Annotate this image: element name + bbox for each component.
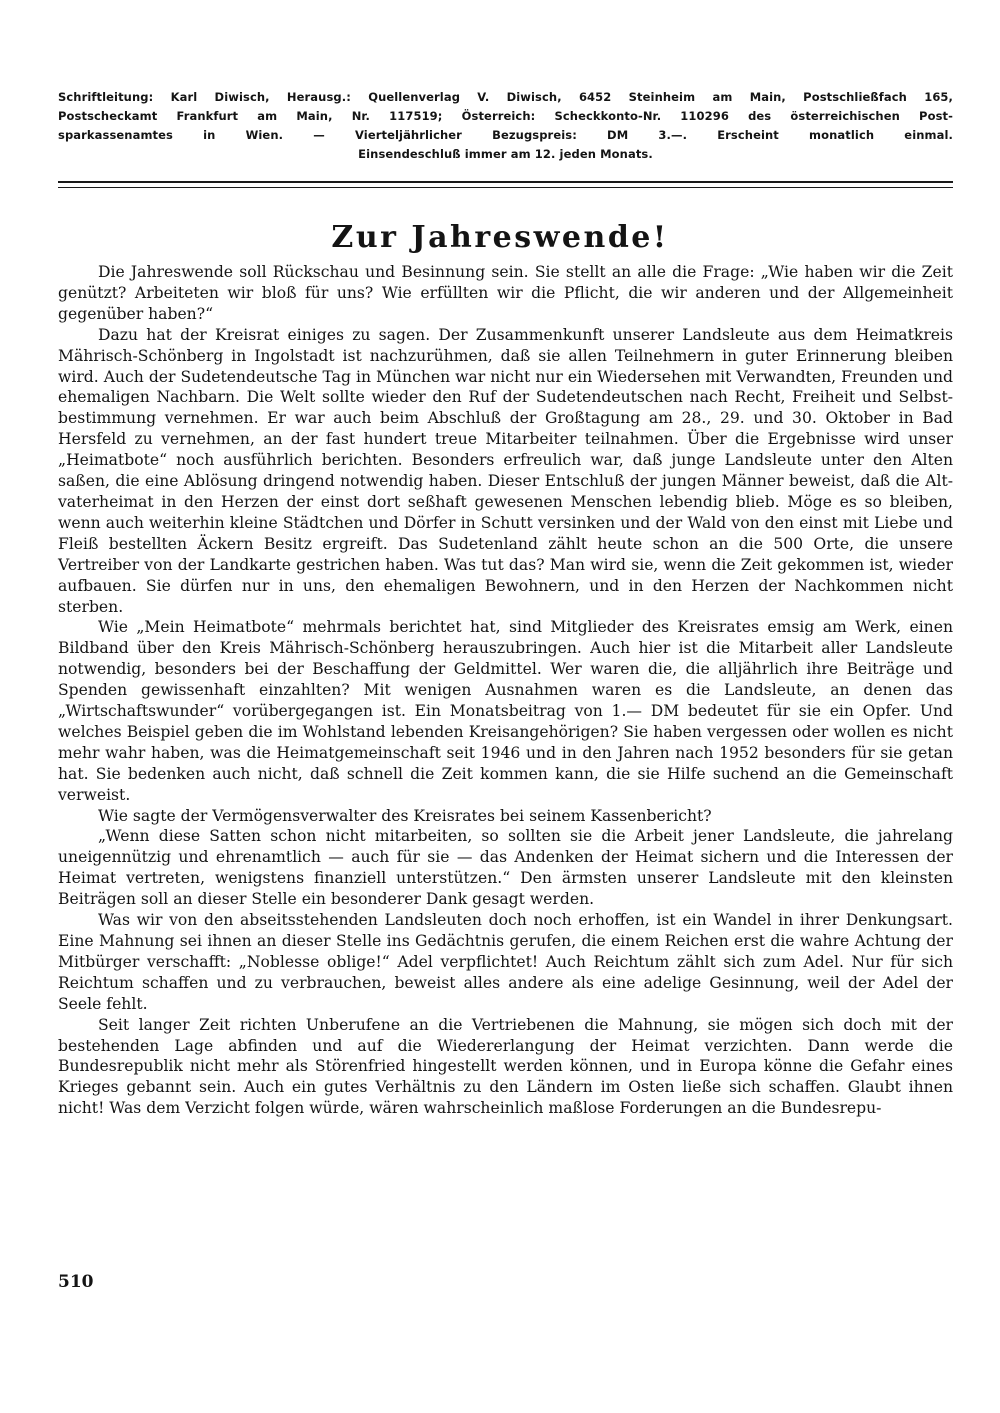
masthead-line-2: Postscheckamt Frankfurt am Main, Nr. 117519; Österreich: Scheckkonto-Nr. 110296 des österreichischen Post-	[58, 109, 953, 123]
masthead-line-1: Schriftleitung: Karl Diwisch, Herausg.: Quellenverlag V. Diwisch, 6452 Steinheim am Main, Postschließfach 165,	[58, 90, 953, 104]
masthead-line-3: sparkassenamtes in Wien. — Vierteljährlicher Bezugspreis: DM 3.—. Erscheint monatlich einmal.	[58, 128, 953, 142]
masthead	[58, 88, 953, 164]
masthead-line-4: Einsendeschluß immer am 12. jeden Monats.	[358, 147, 653, 161]
article-title: Zur Jahreswende!	[331, 220, 669, 255]
article-paragraph: Wie „Mein Heimatbote“ mehrmals berichtet hat, sind Mitglieder des Kreisrates emsig am Werk, einen Bildband über den Kreis Mährisch-Schönberg herauszubringen. Auch hier ist die Mitarbeit aller Landsleute notwendig, besonders bei der Beschaffung der Geldmittel. Wer waren die, die alljährlich ihre Beiträge und Spenden gewissenhaft einzahlten? Mit wenigen Ausnahmen waren es die Landsleute, an denen das „Wirtschaftswunder“ vorübergegangen ist. Ein Monatsbeitrag von 1.— DM bedeutet für sie ein Opfer. Und welches Beispiel geben die im Wohlstand lebenden Kreisangehörigen? Sie haben vergessen oder wollen es nicht mehr wahr haben, was die Heimatgemeinschaft seit 1946 und in den Jahren nach 1952 besonders für sie getan hat. Sie bedenken auch nicht, daß schnell die Zeit kommen kann, die sie Hilfe suchend an die Gemeinschaft verweist.	[58, 618, 953, 804]
masthead-divider-thick	[58, 181, 953, 183]
article-paragraph: „Wenn diese Satten schon nicht mitarbeiten, so sollten sie die Arbeit jener Landsleute, die jahrelang uneigennützig und ehrenamtlich — auch für sie — das Andenken der Heimat sichern und die Interessen der Heimat vertreten, wenigstens finanziell unterstützen.“ Den ärmsten unserer Landsleute mit den kleinsten Beiträgen soll an dieser Stelle ein besonderer Dank gesagt werden.	[58, 827, 953, 909]
article-body	[58, 262, 953, 1119]
article-paragraph: Was wir von den abseitsstehenden Landsleuten doch noch erhoffen, ist ein Wandel in ihrer Denkungsart. Eine Mahnung sei ihnen an dieser Stelle ins Gedächtnis gerufen, die einem Reichen erst die wahre Achtung der Mitbürger verschafft: „Noblesse oblige!“ Adel verpflichtet! Auch Reichtum zählt sich zum Adel. Nur für sich Reichtum schaffen und zu verbrauchen, beweist alles andere als eine adelige Gesinnung, weil der Adel der Seele fehlt.	[58, 911, 953, 1013]
article-paragraph: Wie sagte der Vermögensverwalter des Kreisrates bei seinem Kassenbericht?	[98, 806, 712, 825]
masthead-divider-thin	[58, 187, 953, 188]
article-paragraph: Die Jahreswende soll Rückschau und Besinnung sein. Sie stellt an alle die Frage: „Wie haben wir die Zeit genützt? Arbeiteten wir bloß für uns? Wie erfüllten wir die Pflicht, die wir anderen und der Allgemeinheit gegenüber haben?“	[58, 263, 953, 323]
article-paragraph: Seit langer Zeit richten Unberufene an die Vertriebenen die Mahnung, sie mögen sich doch mit der bestehenden Lage abfinden und auf die Wiedererlangung der Heimat verzichten. Dann werde die Bundesrepublik nicht mehr als Störenfried hingestellt werden können, und in Europa könne die Gefahr eines Krieges gebannt sein. Auch ein gutes Verhältnis zu den Ländern im Osten ließe sich schaffen. Glaubt ihnen nicht! Was dem Verzicht folgen würde, wären wahrscheinlich maßlose Forderungen an die Bundesrepu-	[58, 1015, 953, 1118]
page-number: 510	[58, 1272, 94, 1292]
article-paragraph: Dazu hat der Kreisrat einiges zu sagen. Der Zusammenkunft unserer Landsleute aus dem Heimatkreis Mährisch-Schönberg in Ingolstadt ist nachzurühmen, daß sie allen Teilnehmern in guter Erinnerung bleiben wird. Auch der Sudetendeutsche Tag in München war nicht nur ein Wiedersehen mit Verwandten, Freunden und ehemaligen Nachbarn. Die Welt sollte wieder den Ruf der Sudetendeutschen nach Recht, Freiheit und Selbstbestimmung vernehmen. Er war auch beim Abschluß der Großtagung am 28., 29. und 30. Oktober in Bad Hersfeld zu vernehmen, an der fast hundert treue Mitarbeiter teilnahmen. Über die Ergebnisse wird unser „Heimatbote“ noch ausführlich berichten. Besonders erfreulich war, daß junge Landsleute unter den Alten saßen, die eine Ablösung dringend notwendig haben. Dieser Entschluß der jungen Männer beweist, daß die Altvaterheimat in den Herzen der einst dort seßhaft gewesenen Menschen lebendig blieb. Möge es so bleiben, wenn auch weiterhin kleine Städtchen und Dörfer in Schutt versinken und der Wald von den einst mit Liebe und Fleiß bestellten Äckern Besitz ergreift. Das Sudetenland zählt heute schon an die 500 Orte, die unsere Vertreiber von der Landkarte gestrichen haben. Was tut das? Man wird sie, wenn die Zeit gekommen ist, wieder aufbauen. Sie dürfen nur in uns, den ehemaligen Bewohnern, und in den Herzen der Nachkommen nicht sterben.	[58, 325, 953, 616]
